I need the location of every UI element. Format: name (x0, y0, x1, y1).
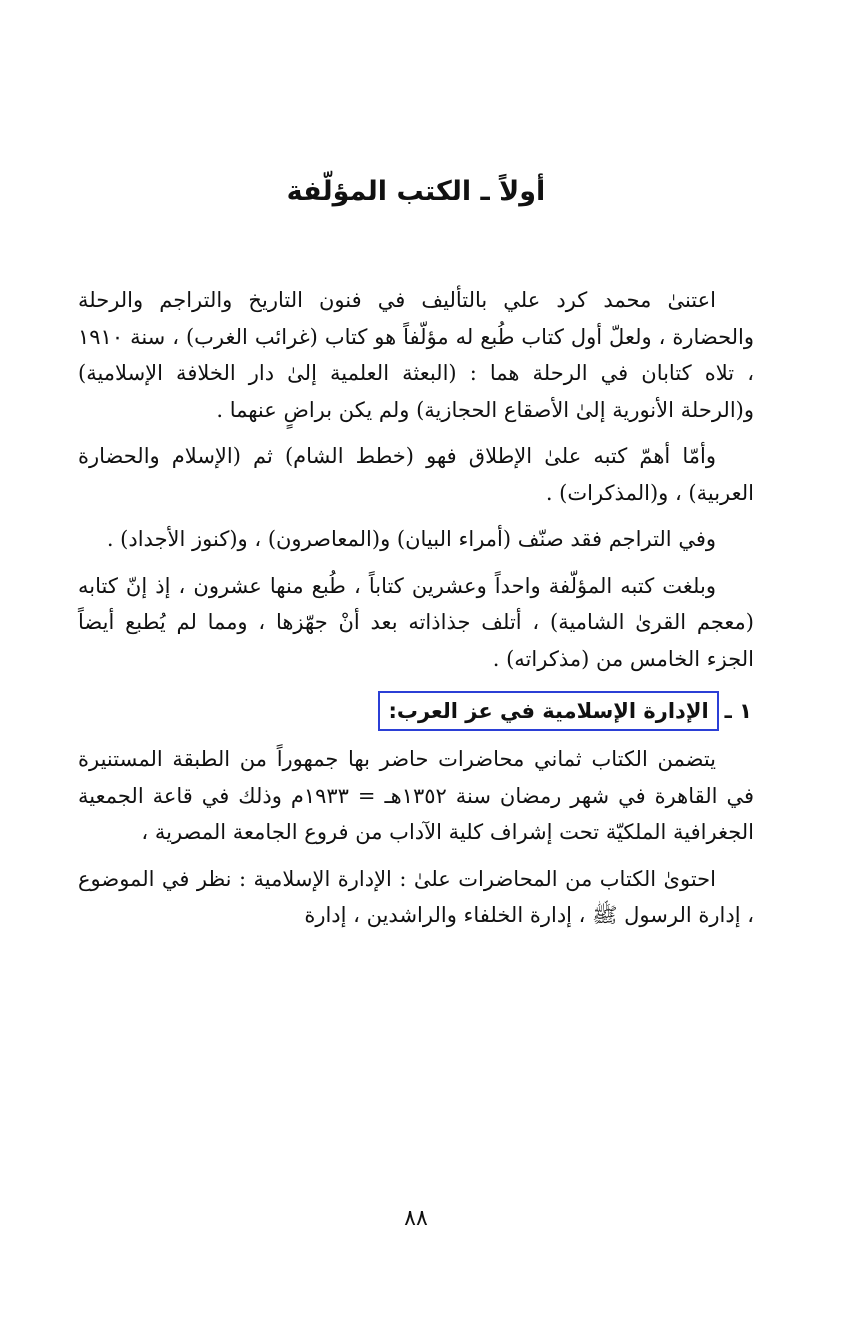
page-number: ٨٨ (404, 1206, 428, 1231)
page-title: أولاً ـ الكتب المؤلّفة (286, 176, 546, 207)
paragraph: يتضمن الكتاب ثماني محاضرات حاضر بها جمهوراً من الطبقة المستنيرة في القاهرة في شهر رمضان سنة ١٣٥٢هـ = ١٩٣٣م وذلك في قاعة الجمعية الجغرافية الملكيّة تحت إشراف كلية الآداب من فروع الجامعة المصرية ، (78, 747, 754, 844)
paragraph: اعتنىٰ محمد كرد علي بالتأليف في فنون التاريخ والتراجم والرحلة والحضارة ، ولعلّ أول كتاب طُبع له مؤلّفاً هو كتاب (غرائب الغرب) ، سنة ١٩١٠ ، تلاه كتابان في الرحلة هما : (البعثة العلمية إلىٰ دار الخلافة الإسلامية) و(الرحلة الأنورية إلىٰ الأصقاع الحجازية) ولم يكن براضٍ عنهما . (78, 288, 754, 422)
paragraph: وفي التراجم فقد صنّف (أمراء البيان) و(المعاصرون) ، و(كنوز الأجداد) . (106, 527, 716, 551)
body-text (78, 282, 754, 944)
paragraph: وبلغت كتبه المؤلّفة واحداً وعشرين كتاباً ، طُبع منها عشرون ، إذ إنّ كتابه (معجم القرىٰ الشامية) ، أتلف جذاذاته بعد أنْ جهّزها ، ومما لم يُطبع أيضاً الجزء الخامس من (مذكراته) . (78, 573, 754, 671)
section-heading (78, 691, 754, 731)
section-title: الإدارة الإسلامية في عز العرب: (378, 691, 718, 731)
paragraph: وأمّا أهمّ كتبه علىٰ الإطلاق فهو (خطط الشام) ثم (الإسلام والحضارة العربية) ، و(المذكرات) . (78, 444, 754, 505)
paragraph: احتوىٰ الكتاب من المحاضرات علىٰ : الإدارة الإسلامية : نظر في الموضوع ، إدارة الرسول ﷺ ، إدارة الخلفاء والراشدين ، إدارة (78, 866, 754, 927)
section-number: ١ ـ (724, 699, 752, 723)
book-page (78, 0, 754, 1331)
